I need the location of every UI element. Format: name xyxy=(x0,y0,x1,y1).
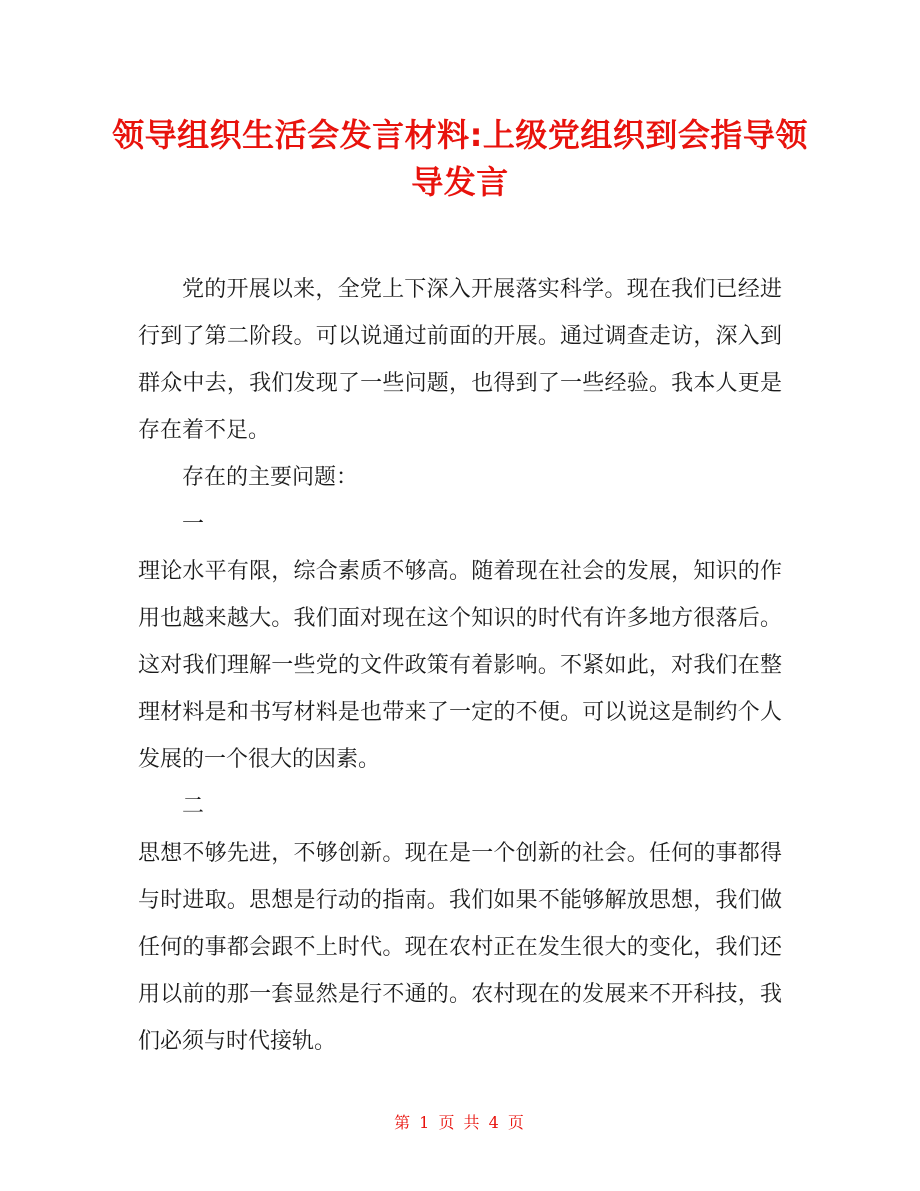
paragraph-section-one-marker: 一 xyxy=(182,512,205,537)
paragraph-section-one: 理论水平有限，综合素质不够高。随着现在社会的发展，知识的作用也越来越大。我们面对现在这个知识的时代有许多地方很落后。这对我们理解一些党的文件政策有着影响。不紧如此，对我们在整理材料是和书写材料是也带来了一定的不便。可以说这是制约个人发展的一个很大的因素。 xyxy=(138,559,782,772)
page-number-footer: 第 1 页 共 4 页 xyxy=(394,1113,526,1132)
paragraph-section-two: 思想不够先进，不够创新。现在是一个创新的社会。任何的事都得与时进取。思想是行动的指南。我们如果不能够解放思想，我们做任何的事都会跟不上时代。现在农村正在发生很大的变化，我们还用以前的那一套显然是行不通的。农村现在的发展来不开科技，我们必须与时代接轨。 xyxy=(138,841,782,1054)
document-body xyxy=(138,266,782,1065)
paragraph-section-two-marker: 二 xyxy=(182,794,205,819)
document-title: 领导组织生活会发言材料:上级党组织到会指导领导发言 xyxy=(112,116,808,201)
paragraph-main-issues-heading: 存在的主要问题： xyxy=(182,465,359,490)
paragraph-intro: 党的开展以来，全党上下深入开展落实科学。现在我们已经进行到了第二阶段。可以说通过前面的开展。通过调查走访，深入到群众中去，我们发现了一些问题，也得到了一些经验。我本人更是存在着不足。 xyxy=(138,277,782,443)
